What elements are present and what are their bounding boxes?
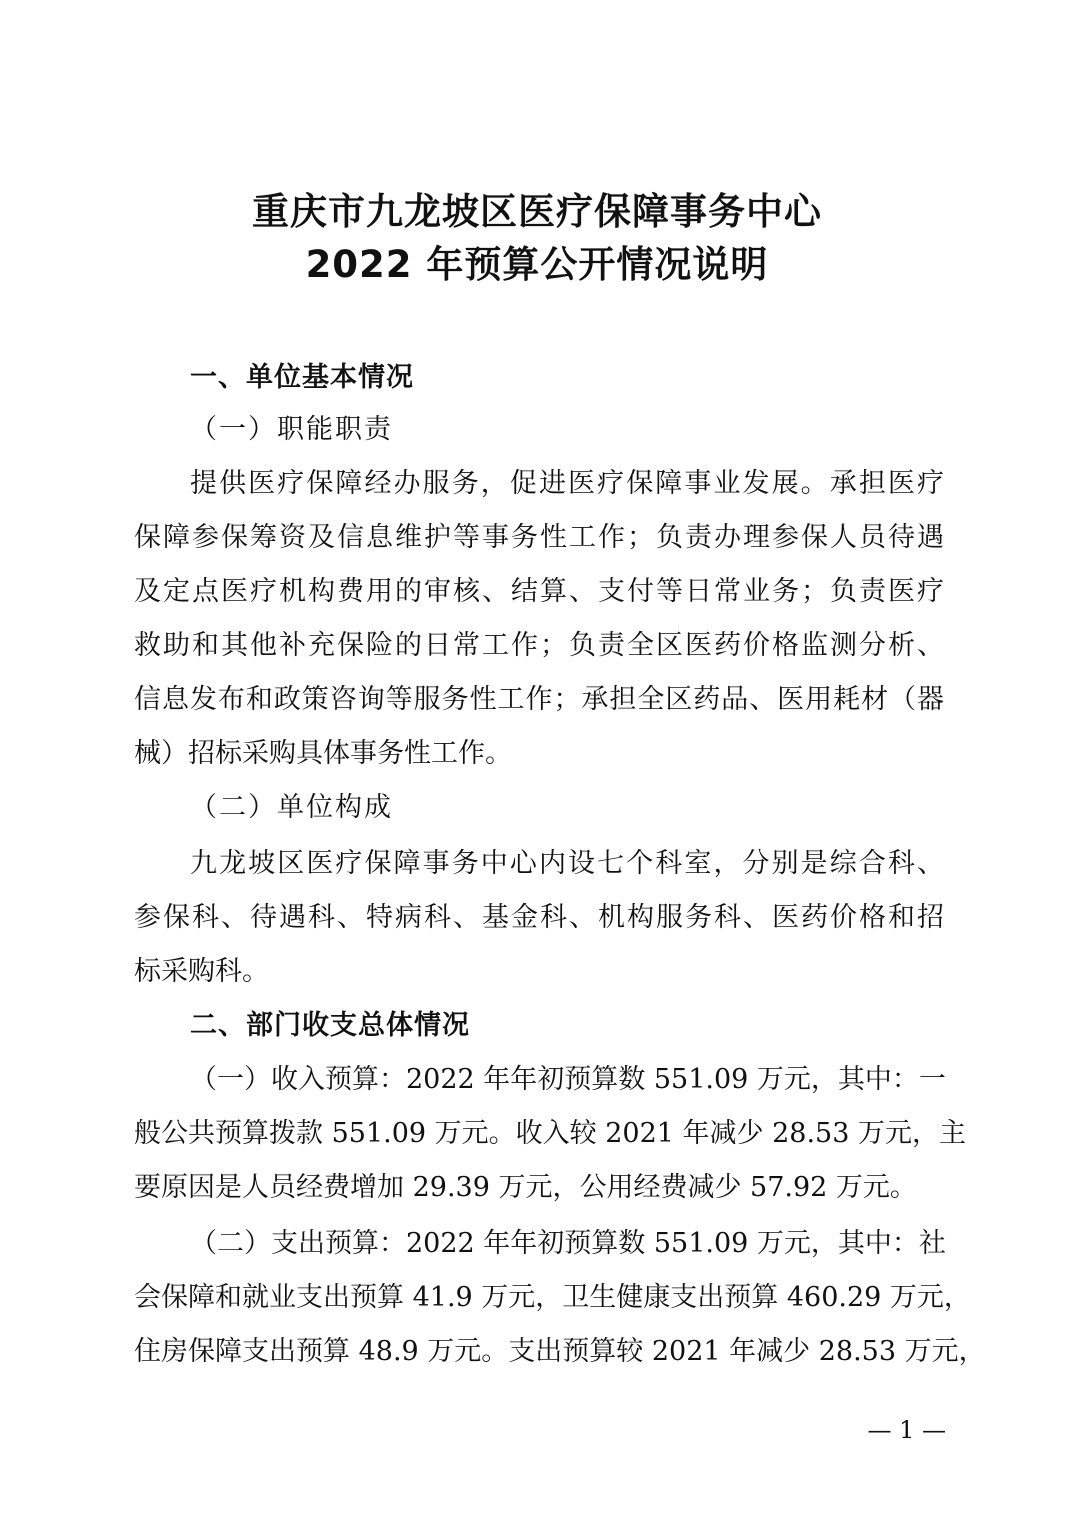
paragraph-line: （二）支出预算：2022 年年初预算数 551.09 万元，其中：社 <box>190 1228 946 1259</box>
paragraph-line: 九龙坡区医疗保障事务中心内设七个科室，分别是综合科、 <box>190 848 944 879</box>
paragraph-line: 信息发布和政策咨询等服务性工作；承担全区药品、医用耗材（器 <box>134 684 944 715</box>
section-heading-basic-info: 一、单位基本情况 <box>190 362 414 393</box>
paragraph-line: 住房保障支出预算 48.9 万元。支出预算较 2021 年减少 28.53 万元， <box>134 1336 986 1367</box>
paragraph-line: 提供医疗保障经办服务，促进医疗保障事业发展。承担医疗 <box>190 468 944 499</box>
document-title-line-2: 2022 年预算公开情况说明 <box>305 243 769 286</box>
page-number: — 1 — <box>867 1416 946 1444</box>
paragraph-line: 会保障和就业支出预算 41.9 万元，卫生健康支出预算 460.29 万元， <box>134 1282 971 1313</box>
document-title-line-1: 重庆市九龙坡区医疗保障事务中心 <box>252 190 822 233</box>
paragraph-line: 及定点医疗机构费用的审核、结算、支付等日常业务；负责医疗 <box>134 576 944 607</box>
paragraph-line: 标采购科。 <box>134 956 269 987</box>
section-heading-budget-overview: 二、部门收支总体情况 <box>190 1010 470 1041</box>
paragraph-line: 械）招标采购具体事务性工作。 <box>134 738 512 769</box>
subsection-heading-structure: （二）单位构成 <box>190 792 393 823</box>
paragraph-line: 参保科、待遇科、特病科、基金科、机构服务科、医药价格和招 <box>134 902 944 933</box>
paragraph-line: 保障参保筹资及信息维护等事务性工作；负责办理参保人员待遇 <box>134 522 944 553</box>
paragraph-line: 救助和其他补充保险的日常工作；负责全区医药价格监测分析、 <box>134 630 944 661</box>
paragraph-line: 般公共预算拨款 551.09 万元。收入较 2021 年减少 28.53 万元，主 <box>134 1118 966 1149</box>
paragraph-line: 要原因是人员经费增加 29.39 万元，公用经费减少 57.92 万元。 <box>134 1172 917 1203</box>
subsection-heading-duties: （一）职能职责 <box>190 414 393 445</box>
paragraph-line: （一）收入预算：2022 年年初预算数 551.09 万元，其中：一 <box>190 1064 946 1095</box>
